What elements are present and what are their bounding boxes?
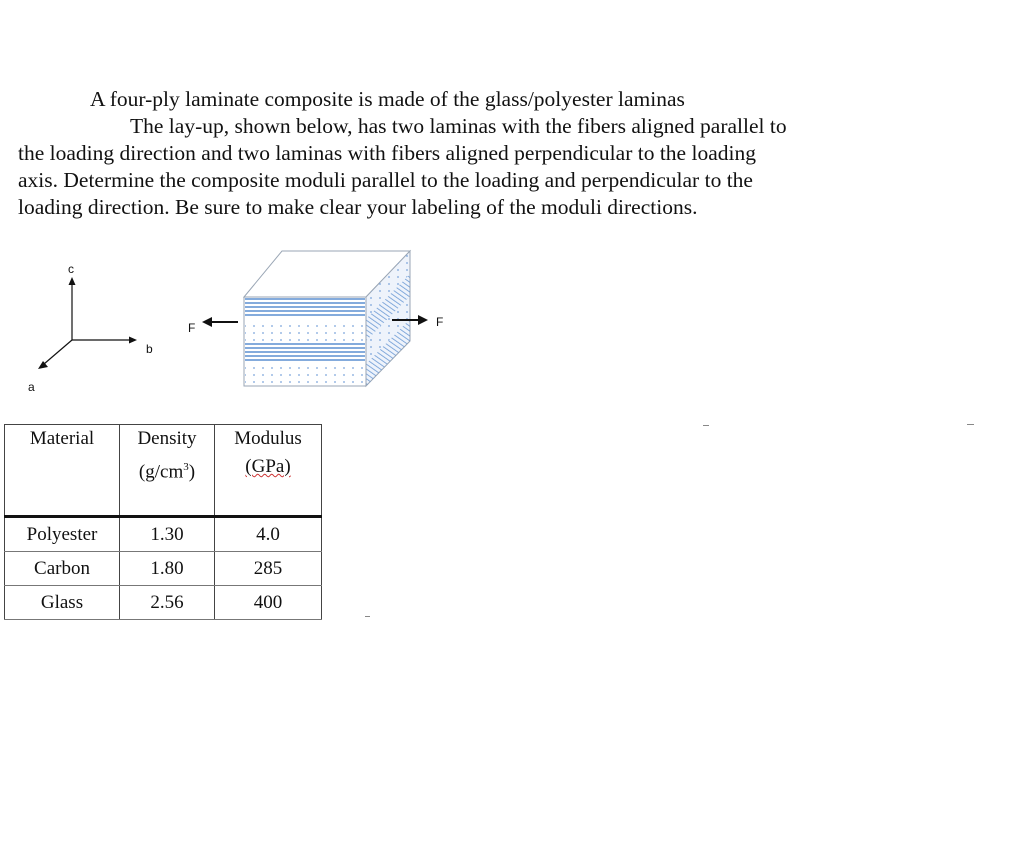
table-row: Carbon 1.80 285 xyxy=(5,552,322,586)
force-arrow-left xyxy=(202,317,238,327)
problem-line-4: axis. Determine the composite moduli parallel to the loading and perpendicular to the xyxy=(18,168,753,192)
header-modulus: Modulus (GPa) xyxy=(215,425,322,517)
table-header-row xyxy=(5,425,322,517)
material-properties-table xyxy=(4,424,322,620)
axis-label-a: a xyxy=(28,380,35,394)
table-row: Polyester 1.30 4.0 xyxy=(5,517,322,552)
front-ply-4-dots xyxy=(245,364,365,385)
problem-statement xyxy=(18,86,878,221)
stray-mark xyxy=(365,616,370,617)
problem-line-3: the loading direction and two laminas with fibers aligned perpendicular to the loading xyxy=(18,141,756,165)
header-material: Material xyxy=(5,425,120,517)
stray-mark xyxy=(967,424,974,425)
table-row: Glass 2.56 400 xyxy=(5,586,322,620)
axis-label-c: c xyxy=(68,262,74,276)
force-label-right: F xyxy=(436,315,444,329)
laminate-cube xyxy=(244,251,410,386)
coordinate-axes xyxy=(38,277,137,369)
axis-label-b: b xyxy=(146,342,153,356)
problem-line-1: A four-ply laminate composite is made of the glass/polyester laminas xyxy=(90,87,685,111)
problem-line-2: The lay-up, shown below, has two laminas with the fibers aligned parallel to xyxy=(130,114,787,138)
laminate-diagram xyxy=(0,240,480,405)
problem-line-5: loading direction. Be sure to make clear your labeling of the moduli directions. xyxy=(18,195,698,219)
force-label-left: F xyxy=(188,321,196,335)
header-density: Density $(g/cm^3)$ xyxy=(120,425,215,517)
front-ply-2-dots xyxy=(245,320,365,341)
stray-mark xyxy=(703,425,709,426)
